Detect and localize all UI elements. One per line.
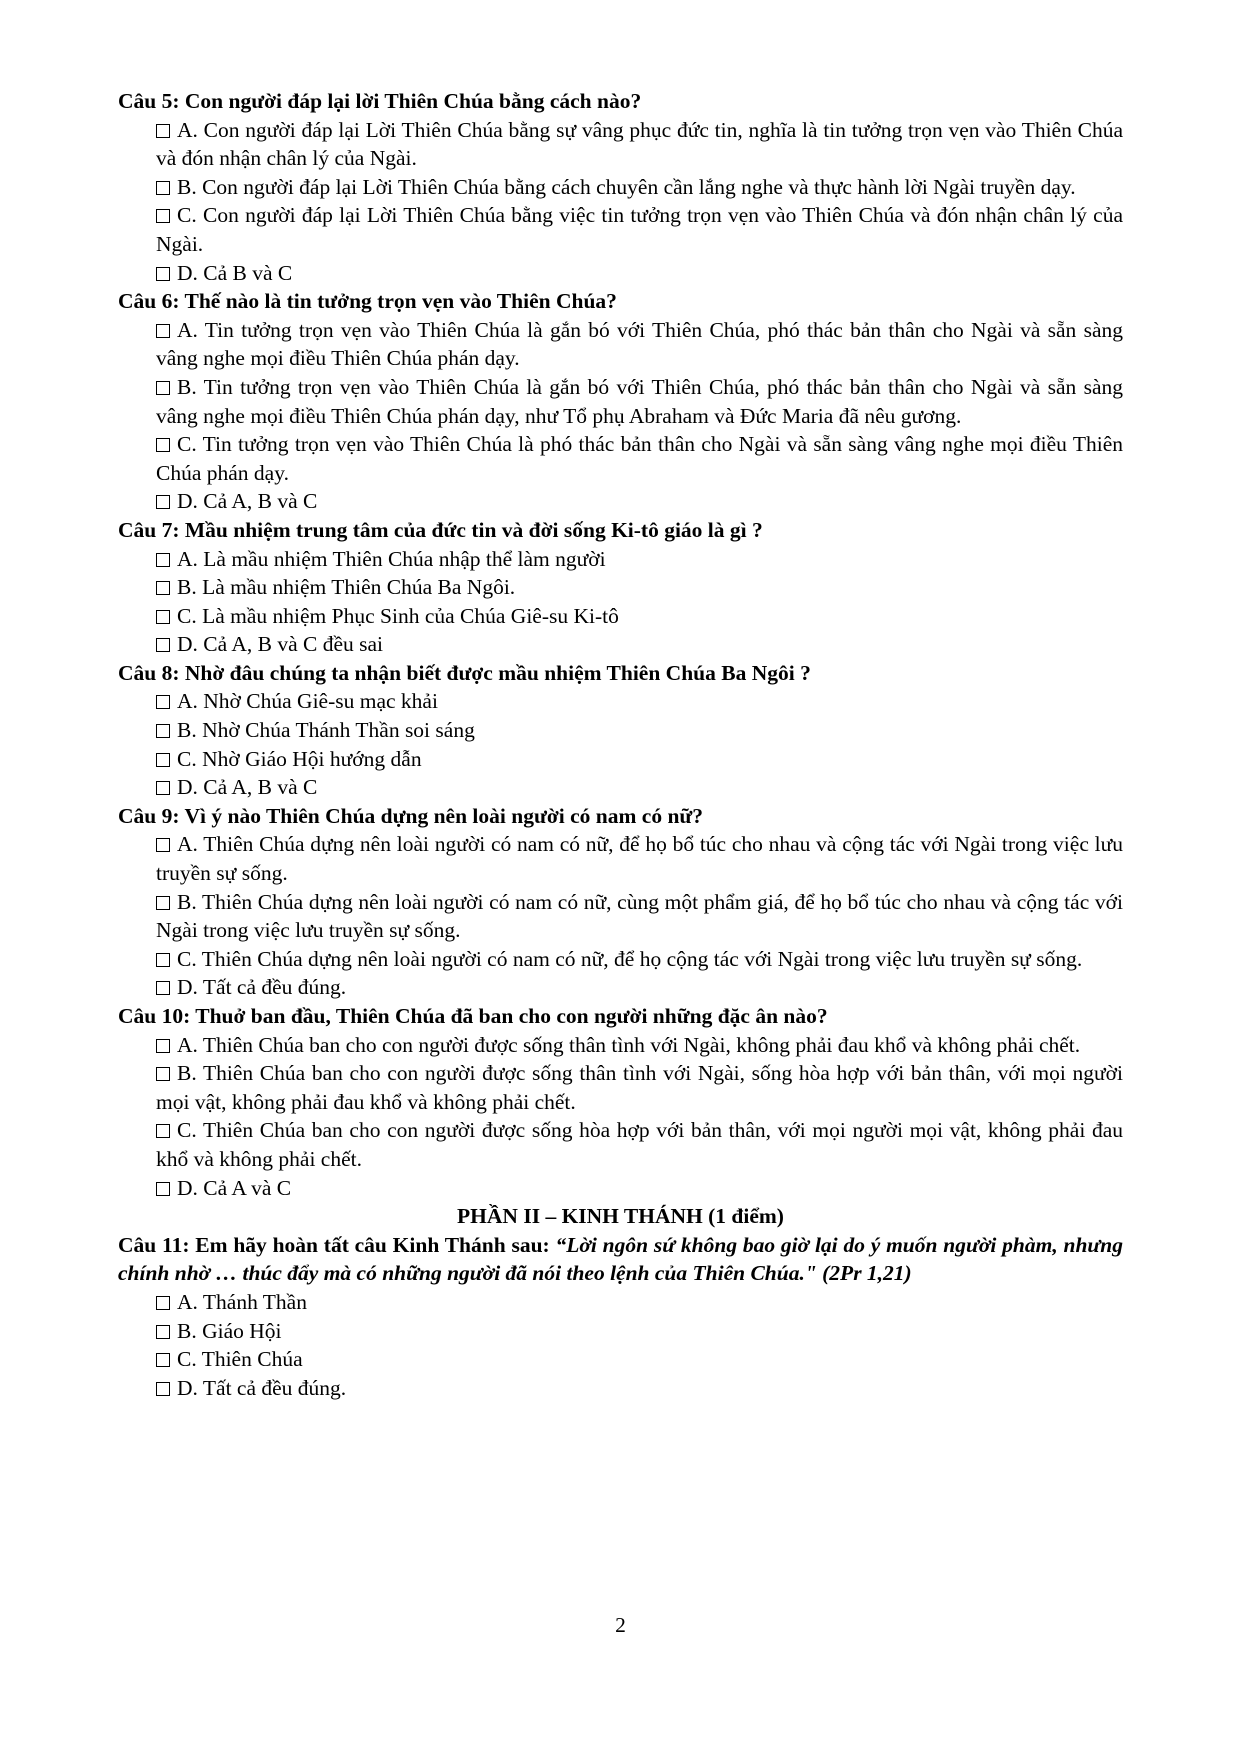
answer-option[interactable] <box>118 745 1123 774</box>
checkbox-icon[interactable] <box>156 695 170 709</box>
answer-option[interactable] <box>118 573 1123 602</box>
option-text: B. Thiên Chúa dựng nên loài người có nam có nữ, cùng một phẩm giá, để họ bổ túc cho nhau và cộng tác với Ngài trong việc lưu truyền sự sống. <box>156 889 1123 943</box>
answer-option[interactable] <box>118 1116 1123 1173</box>
option-text: B. Nhờ Chúa Thánh Thần soi sáng <box>177 718 475 743</box>
option-text: C. Thiên Chúa ban cho con người được sống hòa hợp với bản thân, với mọi người mọi vật, không phải đau khổ và không phải chết. <box>156 1118 1123 1171</box>
answer-option[interactable] <box>118 602 1123 631</box>
option-text: A. Thiên Chúa dựng nên loài người có nam có nữ, để họ bổ túc cho nhau và cộng tác với Ngài trong việc lưu truyền sự sống. <box>156 832 1123 886</box>
option-text: C. Thiên Chúa dựng nên loài người có nam có nữ, để họ cộng tác với Ngài trong việc lưu truyền sự sống. <box>177 946 1083 971</box>
checkbox-icon[interactable] <box>156 495 170 509</box>
question-title: Câu 10: Thuở ban đầu, Thiên Chúa đã ban cho con người những đặc ân nào? <box>118 1004 828 1028</box>
question-block <box>118 87 1123 287</box>
checkbox-icon[interactable] <box>156 581 170 595</box>
scripture-quote: “Lời ngôn sứ không bao giờ lại do ý muốn người phàm, nhưng chính nhờ … thúc đẩy mà có những người đã nói theo lệnh của Thiên Chúa." (2Pr 1,21) <box>118 1232 1123 1286</box>
checkbox-icon[interactable] <box>156 1353 170 1367</box>
question-block <box>118 516 1123 659</box>
option-text: D. Cả A, B và C <box>177 775 318 800</box>
checkbox-icon[interactable] <box>156 753 170 767</box>
checkbox-icon[interactable] <box>156 267 170 281</box>
checkbox-icon[interactable] <box>156 181 170 195</box>
answer-option[interactable] <box>118 630 1123 659</box>
option-text: D. Cả A, B và C <box>177 489 318 514</box>
checkbox-icon[interactable] <box>156 724 170 738</box>
question-block <box>118 1002 1123 1202</box>
answer-option[interactable] <box>118 1345 1123 1374</box>
answer-option[interactable] <box>118 1374 1123 1403</box>
option-text: A. Thiên Chúa ban cho con người được sống thân tình với Ngài, không phải đau khổ và không phải chết. <box>177 1032 1081 1057</box>
checkbox-icon[interactable] <box>156 1382 170 1396</box>
answer-option[interactable] <box>118 316 1123 373</box>
checkbox-icon[interactable] <box>156 1182 170 1196</box>
option-text: B. Giáo Hội <box>177 1318 282 1343</box>
option-text: A. Là mầu nhiệm Thiên Chúa nhập thể làm người <box>177 546 606 571</box>
checkbox-icon[interactable] <box>156 838 170 852</box>
checkbox-icon[interactable] <box>156 324 170 338</box>
question-block <box>118 802 1123 1002</box>
option-text: D. Cả A và C <box>177 1175 292 1200</box>
answer-option[interactable] <box>118 1174 1123 1203</box>
option-text: C. Con người đáp lại Lời Thiên Chúa bằng việc tin tưởng trọn vẹn vào Thiên Chúa và đón nhận chân lý của Ngài. <box>156 203 1123 256</box>
checkbox-icon[interactable] <box>156 553 170 567</box>
answer-option[interactable] <box>118 687 1123 716</box>
option-text: A. Con người đáp lại Lời Thiên Chúa bằng sự vâng phục đức tin, nghĩa là tin tưởng trọn vẹn vào Thiên Chúa và đón nhận chân lý của Ngài. <box>156 117 1123 171</box>
content-area <box>118 87 1123 1402</box>
option-text: D. Cả A, B và C đều sai <box>177 632 384 657</box>
checkbox-icon[interactable] <box>156 1296 170 1310</box>
answer-option[interactable] <box>118 201 1123 258</box>
question-title <box>118 1231 1123 1288</box>
question-title: Câu 5: Con người đáp lại lời Thiên Chúa bằng cách nào? <box>118 89 642 113</box>
answer-option[interactable] <box>118 716 1123 745</box>
checkbox-icon[interactable] <box>156 981 170 995</box>
question-block <box>118 1231 1123 1403</box>
answer-option[interactable] <box>118 1288 1123 1317</box>
answer-option[interactable] <box>118 1031 1123 1060</box>
checkbox-icon[interactable] <box>156 124 170 138</box>
question-title: Câu 9: Vì ý nào Thiên Chúa dựng nên loài người có nam có nữ? <box>118 803 704 828</box>
option-text: A. Tin tưởng trọn vẹn vào Thiên Chúa là gắn bó với Thiên Chúa, phó thác bản thân cho Ngài và sẵn sàng vâng nghe mọi điều Thiên Chúa phán dạy. <box>156 317 1123 371</box>
checkbox-icon[interactable] <box>156 610 170 624</box>
question-lead: Câu 11: Em hãy hoàn tất câu Kinh Thánh sau: <box>118 1232 556 1257</box>
checkbox-icon[interactable] <box>156 896 170 910</box>
checkbox-icon[interactable] <box>156 209 170 223</box>
option-text: B. Con người đáp lại Lời Thiên Chúa bằng cách chuyên cần lắng nghe và thực hành lời Ngài truyền dạy. <box>177 174 1076 199</box>
checkbox-icon[interactable] <box>156 638 170 652</box>
option-text: D. Tất cả đều đúng. <box>177 975 347 1000</box>
answer-option[interactable] <box>118 487 1123 516</box>
checkbox-icon[interactable] <box>156 1039 170 1053</box>
answer-option[interactable] <box>118 430 1123 487</box>
checkbox-icon[interactable] <box>156 1325 170 1339</box>
question-title: Câu 7: Mầu nhiệm trung tâm của đức tin và đời sống Ki-tô giáo là gì ? <box>118 517 763 542</box>
answer-option[interactable] <box>118 830 1123 887</box>
answer-option[interactable] <box>118 259 1123 288</box>
question-title: Câu 8: Nhờ đâu chúng ta nhận biết được mầu nhiệm Thiên Chúa Ba Ngôi ? <box>118 660 811 685</box>
answer-option[interactable] <box>118 888 1123 945</box>
option-text: C. Là mầu nhiệm Phục Sinh của Chúa Giê-su Ki-tô <box>177 603 619 628</box>
answer-option[interactable] <box>118 116 1123 173</box>
option-text: A. Thánh Thần <box>177 1289 307 1314</box>
option-text: A. Nhờ Chúa Giê-su mạc khải <box>177 689 438 714</box>
checkbox-icon[interactable] <box>156 953 170 967</box>
option-text: C. Thiên Chúa <box>177 1347 303 1372</box>
option-text: C. Nhờ Giáo Hội hướng dẫn <box>177 746 422 771</box>
checkbox-icon[interactable] <box>156 1124 170 1138</box>
page-number: 2 <box>615 1613 626 1637</box>
answer-option[interactable] <box>118 1317 1123 1346</box>
checkbox-icon[interactable] <box>156 1067 170 1081</box>
answer-option[interactable] <box>118 373 1123 430</box>
option-text: B. Tin tưởng trọn vẹn vào Thiên Chúa là gắn bó với Thiên Chúa, phó thác bản thân cho Ngài và sẵn sàng vâng nghe mọi điều Thiên Chúa phán dạy, như Tổ phụ Abraham và Đức Maria đã nêu gương. <box>156 374 1123 428</box>
option-text: D. Tất cả đều đúng. <box>177 1375 347 1400</box>
checkbox-icon[interactable] <box>156 781 170 795</box>
answer-option[interactable] <box>118 945 1123 974</box>
answer-option[interactable] <box>118 1059 1123 1116</box>
question-block <box>118 287 1123 516</box>
section-heading: PHẦN II – KINH THÁNH (1 điểm) <box>457 1204 784 1229</box>
answer-option[interactable] <box>118 173 1123 202</box>
option-text: C. Tin tưởng trọn vẹn vào Thiên Chúa là phó thác bản thân cho Ngài và sẵn sàng vâng nghe mọi điều Thiên Chúa phán dạy. <box>156 432 1123 485</box>
question-block <box>118 659 1123 802</box>
question-title: Câu 6: Thế nào là tin tưởng trọn vẹn vào Thiên Chúa? <box>118 289 617 314</box>
answer-option[interactable] <box>118 545 1123 574</box>
answer-option[interactable] <box>118 773 1123 802</box>
option-text: D. Cả B và C <box>177 260 293 285</box>
option-text: B. Là mầu nhiệm Thiên Chúa Ba Ngôi. <box>177 575 516 600</box>
answer-option[interactable] <box>118 973 1123 1002</box>
checkbox-icon[interactable] <box>156 438 170 452</box>
option-text: B. Thiên Chúa ban cho con người được sống thân tình với Ngài, sống hòa hợp với bản thân, với mọi người mọi vật, không phải đau khổ và không phải chết. <box>156 1061 1123 1114</box>
checkbox-icon[interactable] <box>156 381 170 395</box>
